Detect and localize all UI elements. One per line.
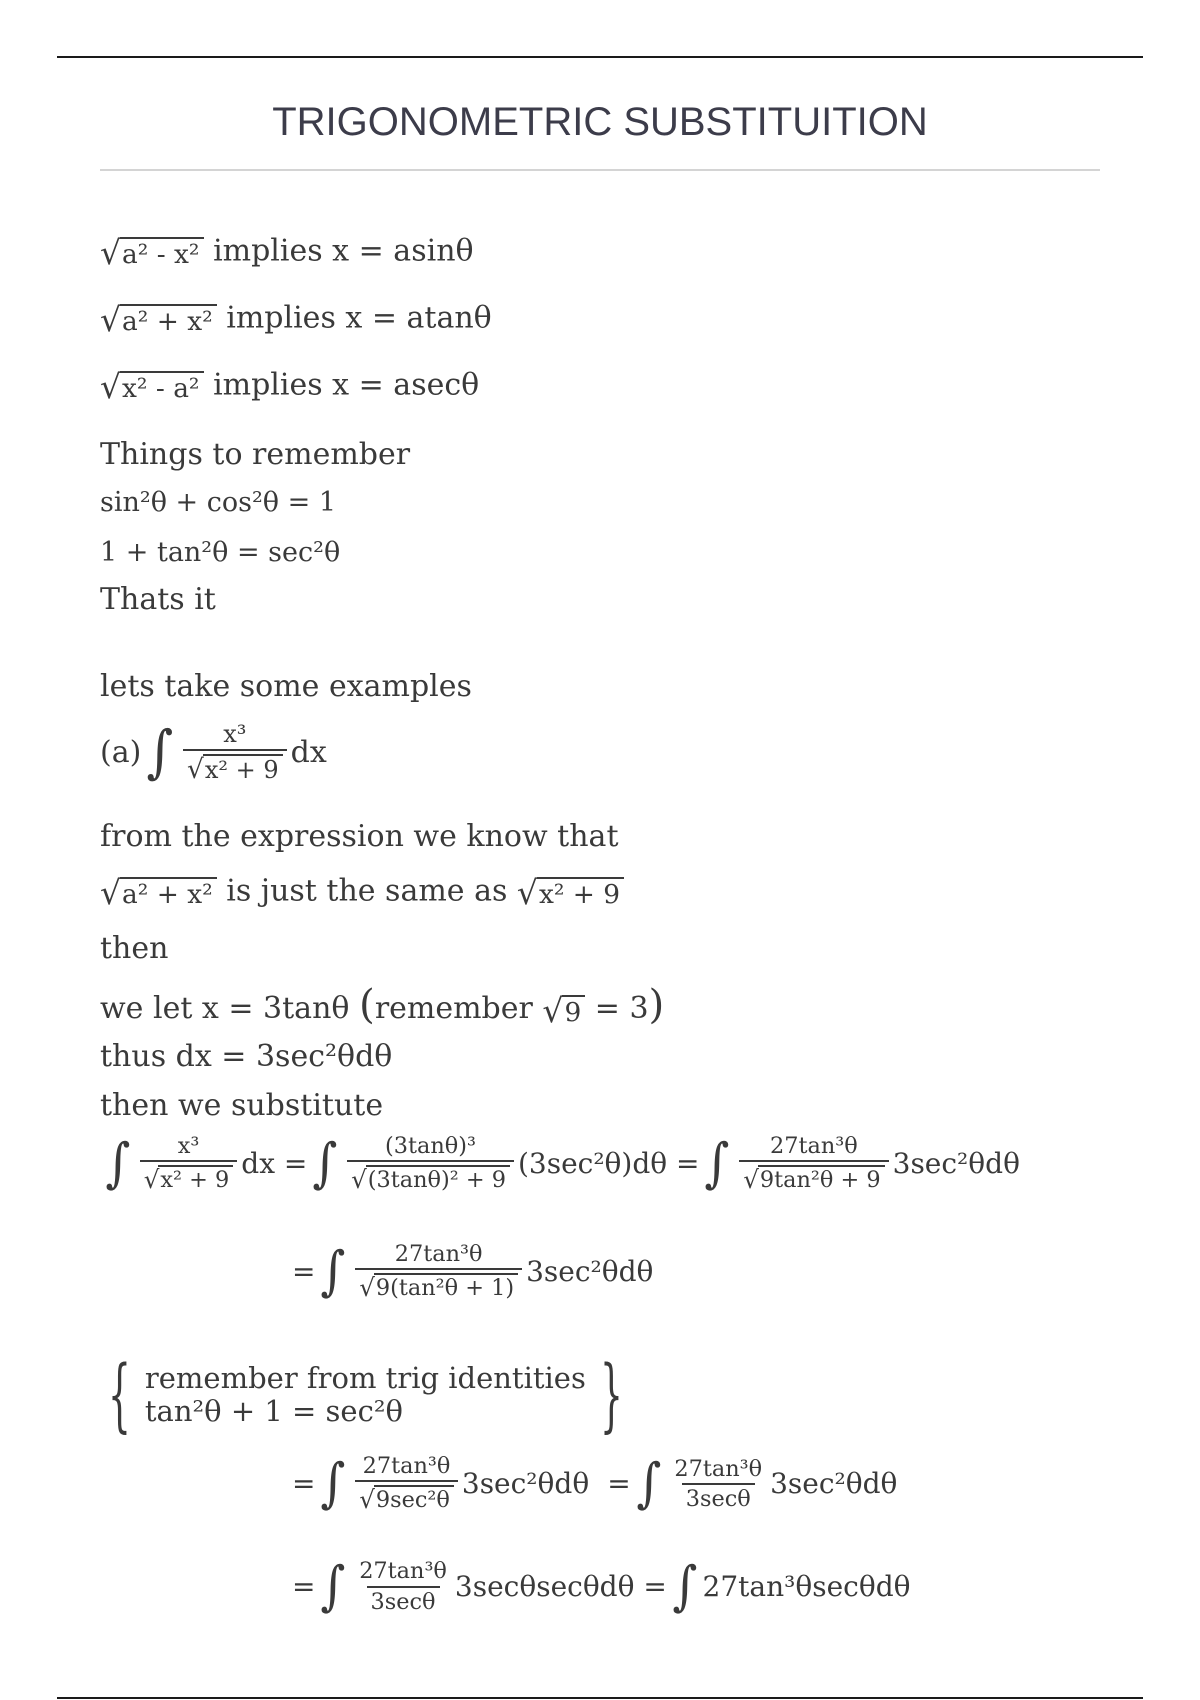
remember-identity-block bbox=[94, 1348, 637, 1441]
substitution-step-3 bbox=[292, 1452, 898, 1515]
factor-text: 3sec²θdθ bbox=[461, 1466, 590, 1500]
numerator: x³ bbox=[177, 1133, 200, 1159]
integral-sign: ∫ bbox=[312, 1132, 338, 1195]
radicand: a² + x² bbox=[120, 304, 217, 336]
rule-row-secant: √ x² - a² implies x = asecθ bbox=[100, 367, 480, 406]
thats-it-text: Thats it bbox=[100, 582, 216, 617]
title-divider bbox=[100, 169, 1100, 171]
then-substitute-text: then we substitute bbox=[100, 1088, 384, 1123]
differential: dx = bbox=[241, 1146, 308, 1180]
right-brace: } bbox=[599, 1348, 623, 1441]
fraction: x³ √ x² + 9 bbox=[140, 1135, 238, 1193]
numerator: 27tan³θ bbox=[770, 1133, 858, 1159]
fraction bbox=[670, 1455, 766, 1512]
integral-sign: ∫ bbox=[320, 1452, 346, 1515]
bottom-rule bbox=[57, 1697, 1143, 1699]
fraction: (3tanθ)³ √ (3tanθ)² + 9 bbox=[347, 1135, 514, 1193]
let-text: we let x = 3tanθ bbox=[100, 991, 350, 1026]
identity-line: tan²θ + 1 = sec²θ bbox=[144, 1394, 403, 1428]
radicand: a² - x² bbox=[120, 237, 203, 269]
examples-heading: lets take some examples bbox=[100, 669, 472, 704]
integral-sign: ∫ bbox=[636, 1452, 661, 1515]
remember-line: remember from trig identities bbox=[144, 1361, 586, 1395]
integral-sign: ∫ bbox=[320, 1555, 346, 1617]
same-as-row: √ a² + x² is just the same as √ x² + 9 bbox=[100, 876, 624, 909]
fraction bbox=[355, 1560, 451, 1613]
substitution-step-1 bbox=[100, 1132, 1020, 1195]
denominator-radicand: 9tan²θ + 9 bbox=[758, 1165, 885, 1193]
top-rule bbox=[57, 56, 1143, 58]
example-label: (a) bbox=[100, 734, 142, 770]
numerator: x³ bbox=[223, 720, 247, 748]
denominator-radicand: 9sec²θ bbox=[374, 1485, 454, 1513]
factor-text: 3secθsecθdθ = bbox=[454, 1569, 667, 1603]
integral-sign: ∫ bbox=[105, 1132, 131, 1195]
remember-heading: Things to remember bbox=[100, 437, 411, 472]
numerator: 27tan³θ bbox=[674, 1455, 763, 1482]
numerator: 27tan³θ bbox=[362, 1453, 451, 1479]
left-radicand: a² + x² bbox=[120, 877, 217, 909]
radicand: x² - a² bbox=[120, 371, 203, 403]
same-as-text: is just the same as bbox=[226, 873, 508, 909]
integral-sign: ∫ bbox=[704, 1132, 730, 1195]
integral-sign: ∫ bbox=[320, 1240, 346, 1303]
from-expression-text: from the expression we know that bbox=[100, 819, 619, 854]
integral-sign: ∫ bbox=[146, 719, 174, 786]
fraction: 27tan³θ √ 9tan²θ + 9 bbox=[739, 1135, 888, 1193]
denominator: 3secθ bbox=[682, 1483, 755, 1510]
denominator: 3secθ bbox=[367, 1586, 440, 1613]
equals-sign: = bbox=[292, 1466, 316, 1500]
equals-sign: = bbox=[607, 1466, 631, 1500]
integral-sign: ∫ bbox=[672, 1555, 698, 1617]
factor-text: 3sec²θdθ bbox=[526, 1254, 654, 1288]
example-a bbox=[100, 719, 327, 786]
differential: dx bbox=[290, 734, 327, 770]
equals-sign: = bbox=[292, 1254, 316, 1288]
rule-row-tangent: √ a² + x² implies x = atanθ bbox=[100, 300, 492, 339]
let-result: = 3 bbox=[594, 991, 649, 1026]
thus-dx-row: thus dx = 3sec²θdθ bbox=[100, 1039, 393, 1074]
denominator-radicand: (3tanθ)² + 9 bbox=[366, 1165, 510, 1193]
factor-text: 3sec²θdθ bbox=[892, 1146, 1020, 1180]
numerator: 27tan³θ bbox=[359, 1558, 447, 1585]
equals-sign: = bbox=[292, 1569, 316, 1603]
rule-text: implies x = asinθ bbox=[213, 233, 474, 269]
fraction: 27tan³θ √ 9(tan²θ + 1) bbox=[355, 1243, 522, 1301]
numerator: 27tan³θ bbox=[394, 1241, 483, 1267]
numerator: (3tanθ)³ bbox=[385, 1133, 476, 1159]
final-integrand: 27tan³θsecθdθ bbox=[702, 1569, 911, 1603]
then-text: then bbox=[100, 931, 169, 966]
right-radicand: x² + 9 bbox=[537, 877, 624, 909]
fraction: x³ √ x² + 9 bbox=[183, 722, 287, 783]
substitution-step-4 bbox=[292, 1555, 911, 1617]
rule-text: implies x = asecθ bbox=[213, 367, 480, 403]
rule-text: implies x = atanθ bbox=[226, 300, 492, 336]
page-title: TRIGONOMETRIC SUBSTITUITION bbox=[272, 100, 928, 144]
denominator-radicand: x² + 9 bbox=[203, 754, 283, 783]
factor-text: (3sec²θ)dθ = bbox=[517, 1146, 700, 1180]
rule-row-sine: √ a² - x² implies x = asinθ bbox=[100, 233, 474, 272]
factor-text: 3sec²θdθ bbox=[770, 1466, 898, 1500]
denominator-radicand: 9(tan²θ + 1) bbox=[374, 1273, 518, 1301]
denominator-radicand: x² + 9 bbox=[158, 1165, 233, 1193]
substitution-step-2 bbox=[292, 1240, 654, 1303]
remember-word: remember bbox=[374, 991, 533, 1026]
identity-pythagorean: sin²θ + cos²θ = 1 bbox=[100, 487, 337, 518]
fraction: 27tan³θ √ 9sec²θ bbox=[355, 1455, 458, 1513]
radicand-nine: 9 bbox=[562, 995, 585, 1027]
left-brace: { bbox=[107, 1348, 131, 1441]
let-substitution-row: we let x = 3tanθ (remember √ 9 = 3) bbox=[100, 980, 665, 1030]
identity-tangent-secant: 1 + tan²θ = sec²θ bbox=[100, 537, 341, 568]
